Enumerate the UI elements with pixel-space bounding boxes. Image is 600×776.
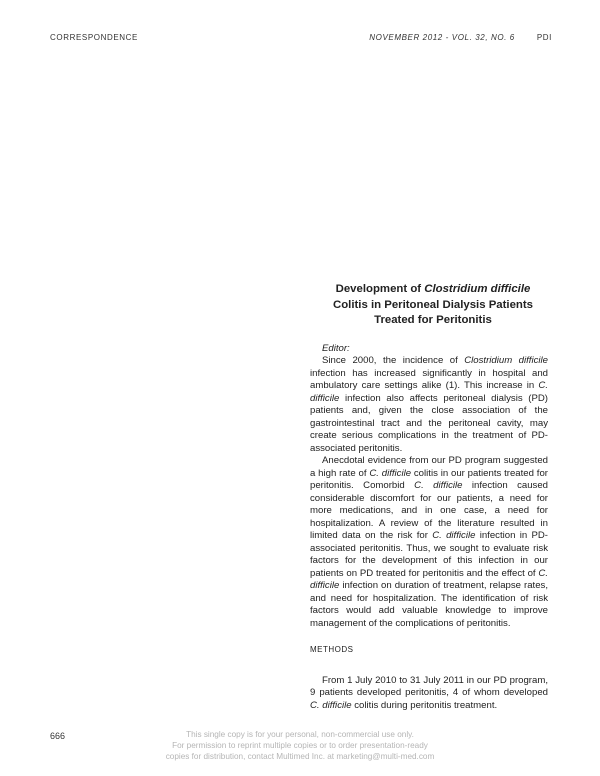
- methods-heading: METHODS: [310, 645, 354, 655]
- salutation: Editor:: [322, 342, 350, 354]
- paragraph-1: Since 2000, the incidence of Clostridium difficile infection has increased significantly in hospital and ambulatory care settings alike (1). This increase in C. difficile infection also affects peritoneal dialysis (PD) patients and, given the close association of the gastrointestinal tract and the peritoneal cavity, may create serious complications in the treatment of PD-associated peritonitis.: [310, 355, 548, 454]
- notice-line-2: For permission to reprint multiple copies or to order presentation-ready: [172, 741, 428, 750]
- running-head-section: CORRESPONDENCE: [50, 33, 138, 42]
- notice-line-3: copies for distribution, contact Multimed Inc. at marketing@multi-med.com: [165, 752, 435, 761]
- paragraph-3: From 1 July 2010 to 31 July 2011 in our PD program, 9 patients developed peritonitis, 4 of whom developed C. difficile colitis during peritonitis treatment.: [310, 674, 548, 711]
- copyright-notice: [0, 729, 600, 762]
- article-column: [310, 282, 548, 712]
- running-head-right: [369, 33, 552, 42]
- running-head-issue: NOVEMBER 2012 - VOL. 32, NO. 6: [369, 33, 515, 42]
- title-line-2: Colitis in Peritoneal Dialysis Patients: [332, 298, 534, 311]
- title-organism: Clostridium difficile: [424, 283, 531, 295]
- running-head-journal: PDI: [536, 33, 552, 42]
- paragraph-2: Anecdotal evidence from our PD program suggested a high rate of C. difficile colitis in our patients treated for peritonitis. Comorbid C. difficile infection caused considerable discomfort for our patients, a need for more medications, and in one case, a need for hospitalization. A review of the literature resulted in limited data on the risk for C. difficile infection in PD-associated peritonitis. Thus, we sought to evaluate risk factors for the development of this infection in our patients on PD treated for peritonitis and the effect of C. difficile infection on duration of treatment, relapse rates, and need for hospitalization. The identification of risk factors would add valuable knowledge to improve management of the complications of peritonitis.: [310, 455, 548, 629]
- title-line-1: [318, 282, 548, 298]
- page-number: 666: [50, 731, 66, 741]
- notice-line-1: This single copy is for your personal, non-commercial use only.: [186, 730, 414, 739]
- title-line-3: Treated for Peritonitis: [374, 314, 492, 327]
- title-text: Development of: [335, 283, 425, 295]
- article-title: [310, 282, 548, 329]
